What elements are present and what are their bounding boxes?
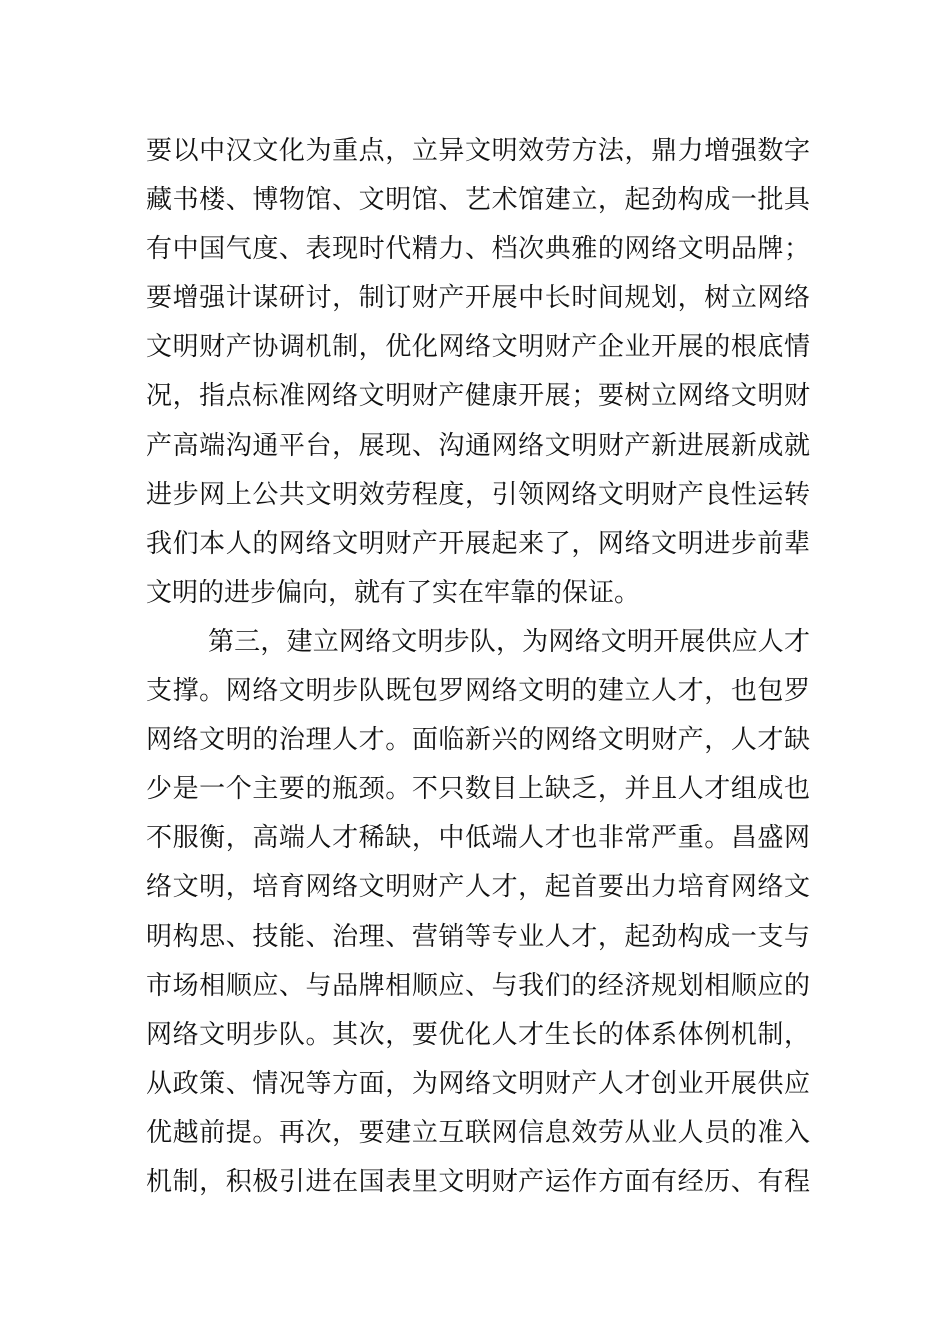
text-line: 明构思、技能、治理、营销等专业人才，起劲构成一支与 (146, 921, 810, 952)
text-line: 络文明，培育网络文明财产人才，起首要出力培育网络文 (146, 872, 810, 903)
text-line: 产高端沟通平台，展现、沟通网络文明财产新进展新成就 (146, 430, 810, 461)
text-line: 况，指点标准网络文明财产健康开展；要树立网络文明财 (146, 381, 810, 412)
text-line: 要以中汉文化为重点，立异文明效劳方法，鼎力增强数字 (146, 136, 810, 166)
text-line: 进步网上公共文明效劳程度，引领网络文明财产良性运转 (146, 479, 810, 510)
text-line: 藏书楼、博物馆、文明馆、艺术馆建立，起劲构成一批具 (146, 185, 810, 216)
text-line: 有中国气度、表现时代精力、档次典雅的网络文明品牌； (146, 234, 810, 265)
text-line: 网络文明步队。其次，要优化人才生长的体系体例机制， (146, 1019, 810, 1050)
text-line: 文明财产协调机制，优化网络文明财产企业开展的根底情 (146, 332, 810, 363)
text-line: 优越前提。再次，要建立互联网信息效劳从业人员的准入 (146, 1117, 810, 1148)
document-body (146, 127, 810, 1207)
text-line: 支撑。网络文明步队既包罗网络文明的建立人才，也包罗 (146, 676, 810, 707)
text-line: 少是一个主要的瓶颈。不只数目上缺乏，并且人才组成也 (146, 774, 810, 805)
text-line: 从政策、情况等方面，为网络文明财产人才创业开展供应 (146, 1068, 810, 1099)
text-line: 文明的进步偏向，就有了实在牢靠的保证。 (146, 577, 641, 608)
paragraph-start-line: 第三，建立网络文明步队，为网络文明开展供应人才 (208, 626, 810, 657)
text-line: 市场相顺应、与品牌相顺应、与我们的经济规划相顺应的 (146, 970, 810, 1001)
text-line: 机制，积极引进在国表里文明财产运作方面有经历、有程 (146, 1166, 810, 1197)
text-line: 要增强计谋研讨，制订财产开展中长时间规划，树立网络 (146, 283, 810, 314)
text-line: 我们本人的网络文明财产开展起来了，网络文明进步前辈 (146, 528, 810, 559)
text-line: 不服衡，高端人才稀缺，中低端人才也非常严重。昌盛网 (146, 823, 810, 854)
text-line: 网络文明的治理人才。面临新兴的网络文明财产，人才缺 (146, 725, 810, 756)
